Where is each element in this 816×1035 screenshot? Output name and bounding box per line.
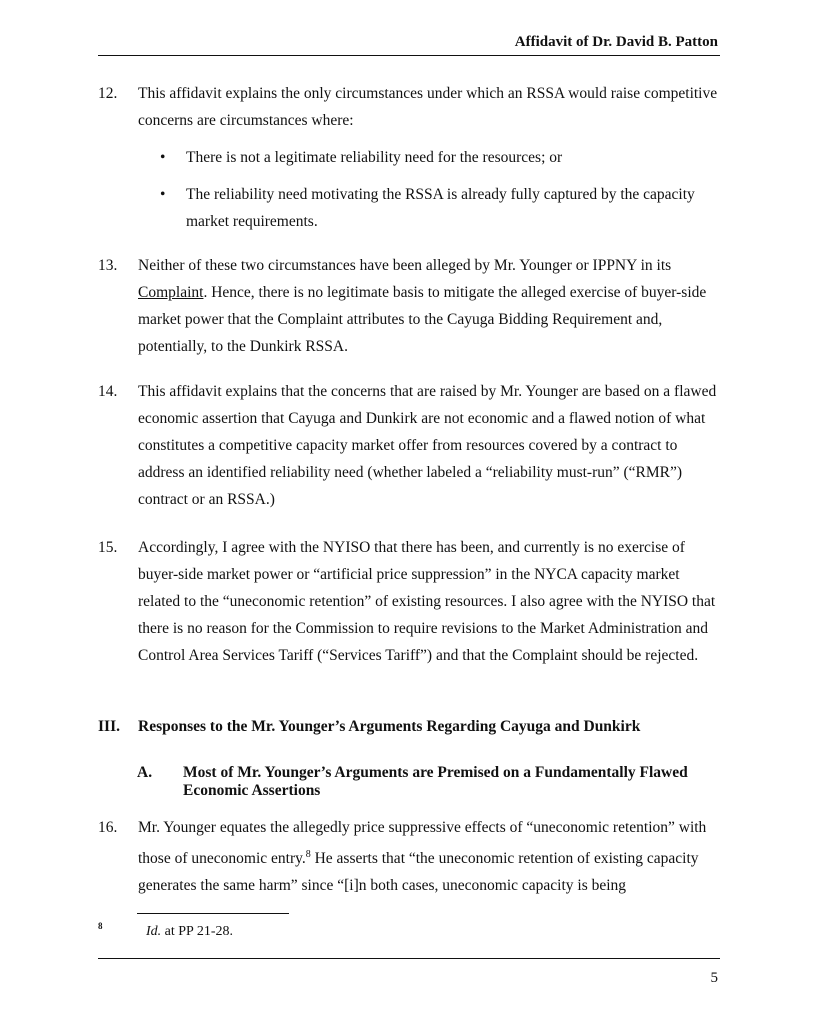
running-header: Affidavit of Dr. David B. Patton	[514, 34, 718, 50]
section-number: III.	[98, 718, 120, 735]
paragraph-text: This affidavit explains that the concerns that are raised by Mr. Younger are based on a flawed economic assertion that Cayuga and Dunkirk are not economic and a flawed notion of what constitutes a competitive capacity market offer from resources covered by a contract to address an identified reliability need (whether labeled a “reliability must-run” (“RMR”) contract or an RSSA.)	[138, 383, 717, 508]
subsection-number: A.	[137, 764, 153, 781]
footnote	[98, 921, 233, 940]
complaint-reference: Complaint	[138, 284, 204, 301]
bullet-icon: •	[160, 149, 166, 166]
paragraph-14	[98, 378, 718, 513]
paragraph-15	[98, 534, 718, 669]
footnote-reference[interactable]: 8	[305, 849, 311, 860]
paragraph-number: 13.	[98, 257, 118, 274]
paragraph-text: Accordingly, I agree with the NYISO that there has been, and currently is no exercise of buyer-side market power or “artificial price suppression” in the NYCA capacity market related to the “uneconomic retention” of existing resources. I also agree with the NYISO that there is no reason for the Commission to require revisions to the Market Administration and Control Area Services Tariff (“Services Tariff”) and that the Complaint should be rejected.	[138, 539, 716, 664]
footnote-text: at PP 21-28.	[161, 924, 233, 939]
paragraph-number: 12.	[98, 85, 118, 102]
subsection-heading	[137, 764, 717, 800]
bullet-item	[160, 144, 715, 171]
bullet-icon: •	[160, 186, 166, 203]
bullet-item	[160, 181, 715, 235]
footnote-citation: Id.	[146, 924, 162, 939]
bullet-text: There is not a legitimate reliability need for the resources; or	[186, 149, 563, 166]
paragraph-13	[98, 252, 718, 360]
bullet-text: The reliability need motivating the RSSA is already fully captured by the capacity market requirements.	[186, 186, 695, 230]
paragraph-number: 16.	[98, 819, 118, 836]
footer-rule	[98, 958, 720, 959]
paragraph-text: Neither of these two circumstances have been alleged by Mr. Younger or IPPNY in its Complaint. Hence, there is no legitimate basis to mitigate the alleged exercise of buyer-side market power that the Complaint attributes to the Cayuga Bidding Requirement and, potentially, to the Dunkirk RSSA.	[138, 257, 707, 355]
subsection-title: Most of Mr. Younger’s Arguments are Premised on a Fundamentally Flawed Economic Assertions	[183, 764, 688, 799]
paragraph-text: Mr. Younger equates the allegedly price suppressive effects of “uneconomic retention” with those of uneconomic entry.$^8$ He asserts that “the uneconomic retention of existing capacity generates the same harm” since “[i]n both cases, uneconomic capacity is being	[138, 819, 707, 895]
footnote-mark: 8	[98, 921, 103, 931]
footnote-separator	[137, 913, 289, 914]
paragraph-number: 14.	[98, 383, 118, 400]
page-number: 5	[710, 970, 718, 986]
header-rule	[98, 55, 720, 56]
paragraph-text: This affidavit explains the only circumstances under which an RSSA would raise competitive concerns are circumstances where:	[138, 85, 718, 129]
section-heading	[98, 718, 640, 736]
paragraph-16	[98, 814, 718, 899]
section-title: Responses to the Mr. Younger’s Arguments Regarding Cayuga and Dunkirk	[138, 718, 641, 735]
paragraph-12	[98, 80, 718, 134]
paragraph-number: 15.	[98, 539, 118, 556]
